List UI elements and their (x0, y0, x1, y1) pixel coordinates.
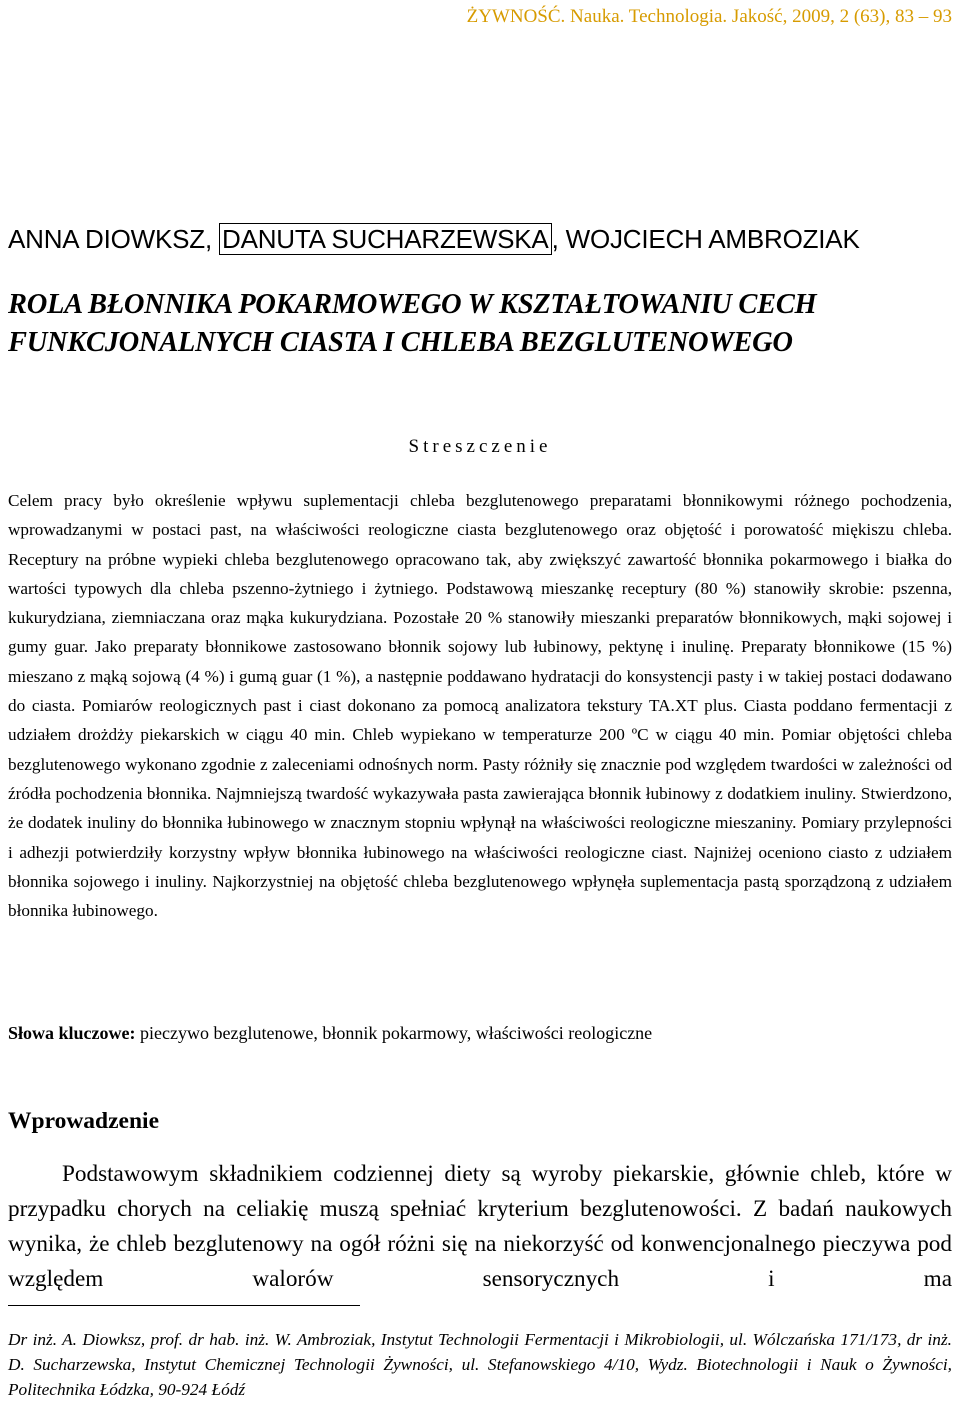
introduction-paragraph (8, 1157, 952, 1297)
keywords (8, 1018, 952, 1048)
authors-line (8, 224, 952, 255)
highlighted-author: DANUTA SUCHARZEWSKA (219, 223, 552, 255)
author-names-rest: , WOJCIECH AMBROZIAK (551, 224, 860, 254)
introduction-text: Podstawowym składnikiem codziennej diety są wyroby piekarskie, głównie chleb, które w przypadku chorych na celiakię muszą spełniać kryterium bezglutenowości. Z badań naukowych wynika, że chleb bezglutenowy na ogół różni się na niekorzyść od konwencjonalnego pieczywa pod względem walorów sensorycznych i ma (8, 1161, 952, 1292)
abstract-heading: Streszczenie (408, 436, 552, 457)
title-line-1: ROLA BŁONNIKA POKARMOWEGO W KSZTAŁTOWANIU CECH (8, 289, 817, 320)
author-names: ANNA DIOWKSZ, (8, 224, 220, 254)
keywords-text: pieczywo bezglutenowe, błonnik pokarmowy, właściwości reologiczne (135, 1023, 653, 1043)
section-heading-introduction: Wprowadzenie (8, 1108, 160, 1134)
author-affiliations-footnote: Dr inż. A. Diowksz, prof. dr hab. inż. W. Ambroziak, Instytut Technologii Fermentacji i Mikrobiologii, ul. Wólczańska 171/173, dr inż. D. Sucharzewska, Instytut Chemicznej Technologii Żywności, ul. Stefanowskiego 4/10, Wydz. Biotechnologii i Nauk o Żywności, Politechnika Łódzka, 90-924 Łódź (8, 1330, 952, 1399)
title-line-2: FUNKCJONALNYCH CIASTA I CHLEBA BEZGLUTENOWEGO (8, 327, 793, 358)
keywords-label: Słowa kluczowe: (8, 1023, 136, 1043)
abstract-text: Celem pracy było określenie wpływu suplementacji chleba bezglutenowego preparatami błonnikowymi różnego pochodzenia, wprowadzanymi w postaci past, na właściwości reologiczne ciasta bezglutenowego oraz objętość i porowatość miękiszu chleba. Receptury na próbne wypieki chleba bezglutenowego opracowano tak, aby zwiększyć zawartość błonnika pokarmowego i białka do wartości typowych dla chleba pszenno-żytniego i żytniego. Podstawową mieszankę receptury (80 %) stanowiły skrobie: pszenna, kukurydziana, ziemniaczana oraz mąka kukurydziana. Pozostałe 20 % stanowiły mieszanki preparatów błonnikowych, mąki sojowej i gumy guar. Jako preparaty błonnikowe zastosowano błonnik sojowy lub łubinowy, pektynę i inulinę. Preparaty błonnikowe (15 %) mieszano z mąką sojową (4 %) i gumą guar (1 %), a następnie poddawano hydratacji do konsystencji pasty i w takiej postaci dodawano do ciasta. Pomiarów reologicznych past i ciast dokonano za pomocą analizatora tekstury TA.XT plus. Ciasta poddano fermentacji z udziałem drożdży piekarskich w ciągu 40 min. Chleb wypiekano w temperaturze 200 ºC w ciągu 40 min. Pomiar objętości chleba bezglutenowego wykonano zgodnie z zaleceniami odnośnych norm. Pasty różniły się znacznie pod względem twardości w zależności od źródła pochodzenia błonnika. Najmniejszą twardość wykazywała pasta zawierająca błonnik łubinowy z dodatkiem inuliny. Stwierdzono, że dodatek inuliny do błonnika łubinowego w znacznym stopniu wpłynął na właściwości reologiczne mieszaniny. Pomiary przylepności i adhezji potwierdziły korzystny wpływ błonnika łubinowego na właściwości reologiczne ciast. Najniżej oceniono ciasto z udziałem błonnika sojowego i inuliny. Najkorzystniej na objętość chleba bezglutenowego wpłynęła suplementacja pastą sporządzoną z udziałem błonnika łubinowego. (8, 491, 952, 921)
footnote-divider (8, 1305, 360, 1306)
journal-header: ŻYWNOŚĆ. Nauka. Technologia. Jakość, 2009, 2 (63), 83 – 93 (466, 6, 952, 27)
article-title (8, 286, 952, 362)
